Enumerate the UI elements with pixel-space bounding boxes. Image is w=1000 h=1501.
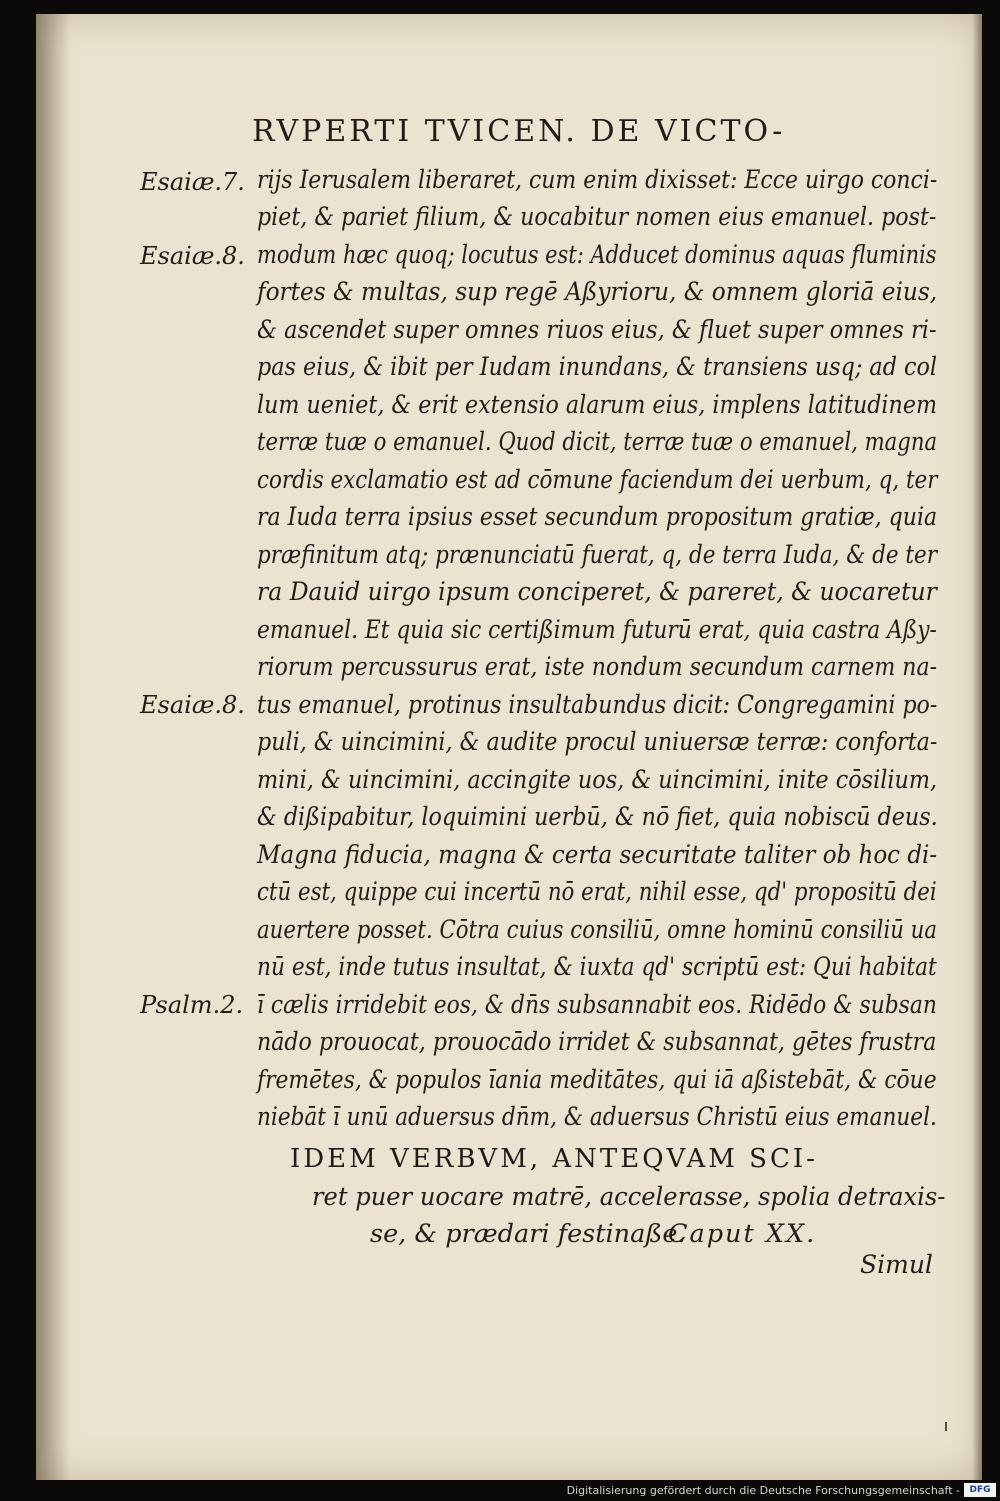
dfg-logo: DFG bbox=[964, 1483, 996, 1497]
page-edge bbox=[972, 14, 982, 1480]
text-line: emanuel. Et quia sic certißimum futurū erat, quia castra Aßy- bbox=[257, 615, 937, 645]
text-line: fortes & multas, sup regē Aßyrioru, & omnem gloriā eius, bbox=[257, 277, 938, 307]
margin-note: Esaiæ.8. bbox=[140, 691, 245, 719]
text-line: riorum percussurus erat, iste nondum secundum carnem na- bbox=[257, 652, 938, 682]
text-line: terræ tuæ o emanuel. Quod dicit, terræ tuæ o emanuel, magna bbox=[257, 427, 938, 457]
text-line: pas eius, & ibit per Iudam inundans, & transiens usq; ad col bbox=[257, 352, 938, 382]
text-line: ī cælis irridebit eos, & dn̄s subsannabit eos. Ridēdo & subsan bbox=[257, 990, 937, 1020]
margin-note: Psalm.2. bbox=[140, 991, 244, 1019]
text-line: tus emanuel, protinus insultabundus dicit: Congregamini po- bbox=[257, 690, 938, 720]
margin-note: Esaiæ.7. bbox=[140, 168, 245, 196]
text-line: piet, & pariet filium, & uocabitur nomen eius emanuel. post- bbox=[257, 202, 937, 232]
text-line: Magna fiducia, magna & certa securitate taliter ob hoc di- bbox=[257, 840, 938, 870]
chapter-heading: IDEM VERBVM, ANTEQVAM SCI- bbox=[290, 1144, 818, 1174]
text-line: ra Dauid uirgo ipsum conciperet, & pareret, & uocaretur bbox=[257, 577, 937, 607]
text-line: & ascendet super omnes riuos eius, & fluet super omnes ri- bbox=[257, 315, 937, 345]
text-line: ra Iuda terra ipsius esset secundum propositum gratiæ, quia bbox=[257, 502, 938, 532]
margin-note: Esaiæ.8. bbox=[140, 242, 245, 270]
chapter-heading-line: se, & prædari festinaße. bbox=[370, 1219, 686, 1249]
chapter-heading-line: ret puer uocare matrē, accelerasse, spolia detraxis- bbox=[312, 1182, 946, 1212]
text-line: modum hæc quoq; locutus est: Adducet dominus aquas fluminis bbox=[257, 240, 937, 270]
text-line: nū est, inde tutus insultat, & iuxta qd' scriptū est: Qui habitat bbox=[257, 952, 937, 982]
catchword: Simul bbox=[860, 1250, 933, 1279]
gutter-shadow bbox=[36, 14, 70, 1480]
text-line: rijs Ierusalem liberaret, cum enim dixisset: Ecce uirgo conci- bbox=[257, 165, 938, 195]
footer-credit: Digitalisierung gefördert durch die Deutsche Forschungsgemeinschaft - bbox=[566, 1484, 960, 1497]
text-line: niebāt ī unū aduersus dn̄m, & aduersus Christū eius emanuel. bbox=[257, 1102, 937, 1132]
text-line: auertere posset. Cōtra cuius consiliū, omne hominū consiliū ua bbox=[257, 915, 938, 945]
chapter-label: Caput XX. bbox=[668, 1219, 817, 1249]
text-line: & dißipabitur, loquimini uerbū, & nō fiet, quia nobiscū deus. bbox=[257, 802, 938, 832]
text-line: præfinitum atq; prænunciatū fuerat, q, de terra Iuda, & de ter bbox=[257, 540, 938, 570]
text-line: mini, & uincimini, accingite uos, & uincimini, inite cōsilium, bbox=[257, 765, 938, 795]
paper-speck bbox=[945, 1422, 947, 1431]
text-line: lum ueniet, & erit extensio alarum eius, implens latitudinem bbox=[257, 390, 937, 420]
text-line: ctū est, quippe cui incertū nō erat, nihil esse, qd' propositū dei bbox=[257, 877, 937, 907]
text-line: puli, & uincimini, & audite procul uniuersæ terræ: conforta- bbox=[257, 727, 938, 757]
text-line: fremētes, & populos īania meditātes, qui iā aßistebāt, & cōue bbox=[257, 1065, 937, 1095]
text-line: cordis exclamatio est ad cōmune faciendum dei uerbum, q, ter bbox=[257, 465, 938, 495]
running-header: RVPERTI TVICEN. DE VICTO- bbox=[252, 114, 786, 149]
text-line: nādo prouocat, prouocādo irridet & subsannat, gētes frustra bbox=[257, 1027, 937, 1057]
